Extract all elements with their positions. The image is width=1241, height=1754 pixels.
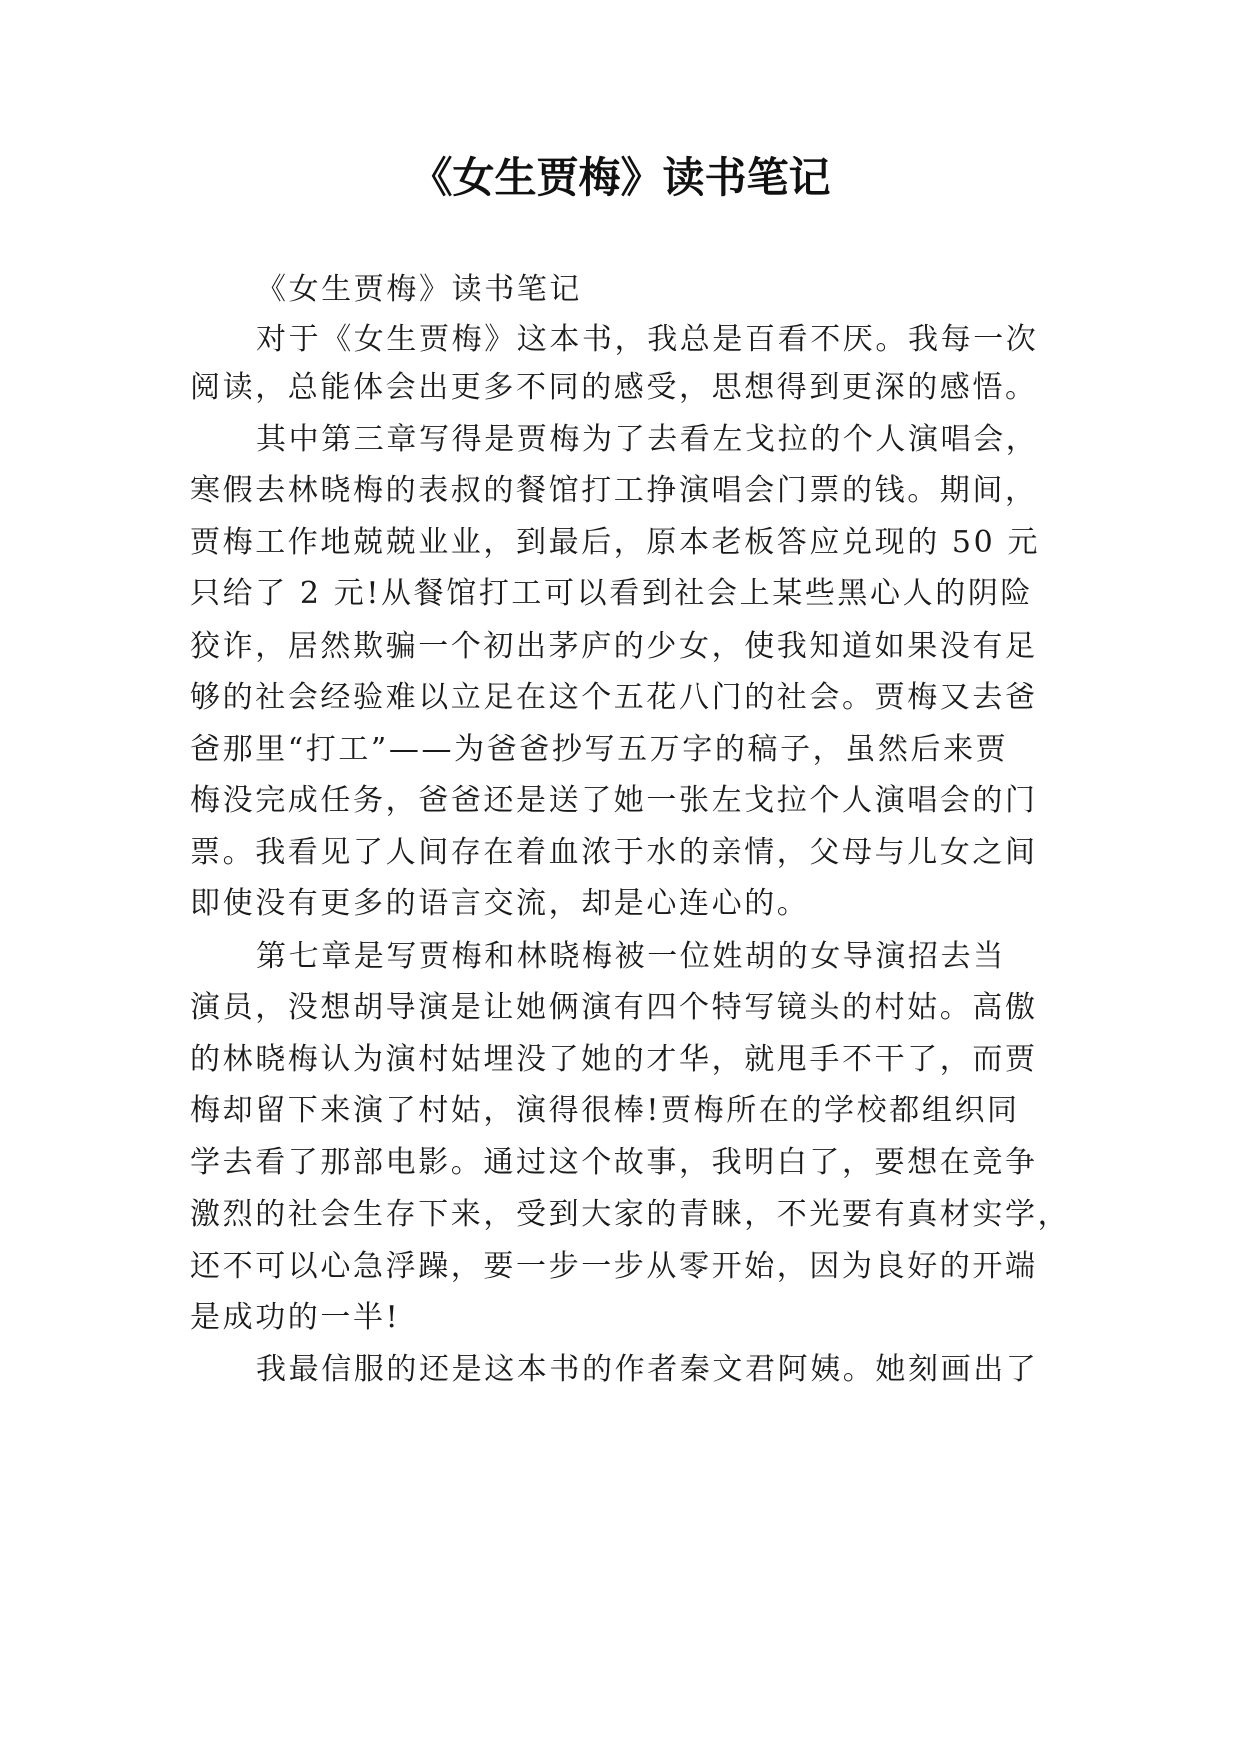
body-line: 激烈的社会生存下来，受到大家的青睐，不光要有真材实学， [190, 1197, 1071, 1232]
body-line: 我最信服的还是这本书的作者秦文君阿姨。她刻画出了 [256, 1352, 1039, 1387]
body-line: 即使没有更多的语言交流，却是心连心的。 [190, 886, 810, 921]
body-line: 爸那里“打工”——为爸爸抄写五万字的稿子，虽然后来贾 [190, 732, 1009, 767]
body-line: 对于《女生贾梅》这本书，我总是百看不厌。我每一次 [256, 322, 1039, 357]
body-line: 的林晓梅认为演村姑埋没了她的才华，就甩手不干了，而贾 [190, 1042, 1038, 1077]
body-line: 学去看了那部电影。通过这个故事，我明白了，要想在竞争 [190, 1145, 1038, 1180]
body-line: 阅读，总能体会出更多不同的感受，思想得到更深的感悟。 [190, 370, 1038, 405]
document-title: 《女生贾梅》读书笔记 [410, 153, 831, 202]
body-line: 梅却留下来演了村姑，演得很棒!贾梅所在的学校都组织同 [190, 1093, 1020, 1128]
body-line: 贾梅工作地兢兢业业，到最后，原本老板答应兑现的 50 元 [190, 525, 1041, 560]
body-line: 寒假去林晓梅的表叔的餐馆打工挣演唱会门票的钱。期间， [190, 473, 1038, 508]
body-line: 狡诈，居然欺骗一个初出茅庐的少女，使我知道如果没有足 [190, 629, 1038, 664]
body-line: 演员，没想胡导演是让她俩演有四个特写镜头的村姑。高傲 [190, 990, 1038, 1025]
body-line: 够的社会经验难以立足在这个五花八门的社会。贾梅又去爸 [190, 680, 1038, 715]
body-line: 梅没完成任务，爸爸还是送了她一张左戈拉个人演唱会的门 [190, 783, 1038, 818]
body-line: 票。我看见了人间存在着血浓于水的亲情，父母与儿女之间 [190, 835, 1038, 870]
body-line: 其中第三章写得是贾梅为了去看左戈拉的个人演唱会， [256, 422, 1039, 457]
body-line: 只给了 2 元!从餐馆打工可以看到社会上某些黑心人的阴险 [190, 576, 1034, 611]
body-line: 还不可以心急浮躁，要一步一步从零开始，因为良好的开端 [190, 1249, 1038, 1284]
body-line: 是成功的一半! [190, 1300, 401, 1335]
body-line: 第七章是写贾梅和林晓梅被一位姓胡的女导演招去当 [256, 939, 1006, 974]
body-line: 《女生贾梅》读书笔记 [256, 272, 582, 307]
